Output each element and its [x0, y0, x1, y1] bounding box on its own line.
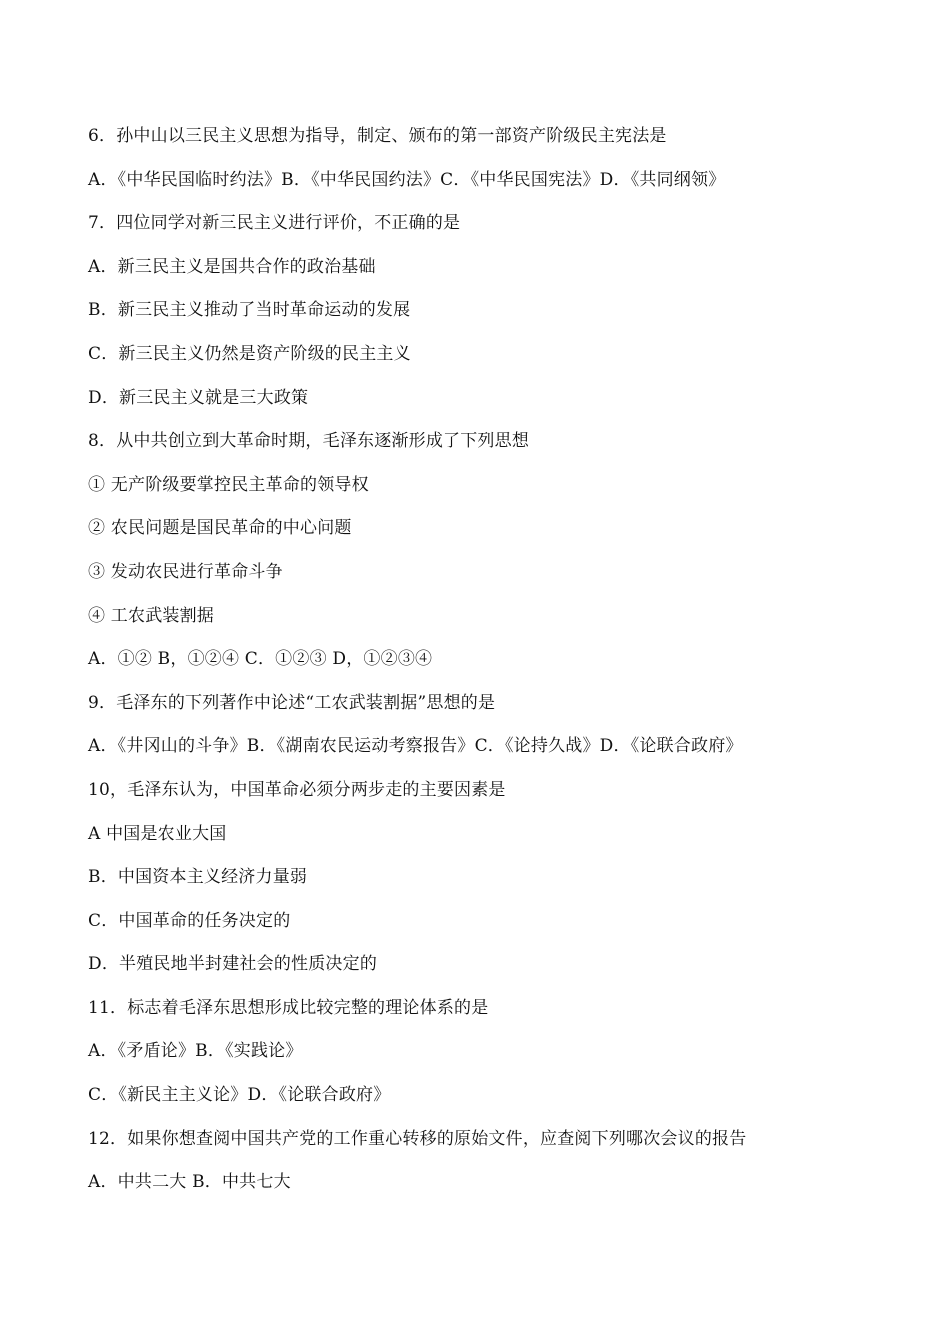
question-8-item-1: ① 无产阶级要掌控民主革命的领导权 [88, 474, 369, 495]
question-7-option-d: D．新三民主义就是三大政策 [88, 387, 309, 408]
question-7-option-c: C．新三民主义仍然是资产阶级的民主主义 [88, 343, 411, 364]
question-6-options: A．《中华民国临时约法》B．《中华民国约法》C．《中华民国宪法》D．《共同纲领》 [88, 169, 726, 190]
question-10-option-d: D．半殖民地半封建社会的性质决定的 [88, 954, 378, 975]
question-10-option-b: B．中国资本主义经济力量弱 [88, 867, 308, 888]
question-10-option-c: C．中国革命的任务决定的 [88, 910, 291, 931]
question-11-options-cd: C．《新民主主义论》D．《论联合政府》 [88, 1085, 391, 1106]
question-12-options: A．中共二大 B．中共七大 [88, 1172, 291, 1193]
question-text-block [88, 118, 888, 1208]
question-10-stem: 10，毛泽东认为，中国革命必须分两步走的主要因素是 [88, 779, 506, 800]
question-7-option-a: A．新三民主义是国共合作的政治基础 [88, 256, 376, 277]
question-7-stem: 7．四位同学对新三民主义进行评价，不正确的是 [88, 213, 461, 234]
question-6-stem: 6．孙中山以三民主义思想为指导，制定、颁布的第一部资产阶级民主宪法是 [88, 126, 667, 146]
question-8-item-3: ③ 发动农民进行革命斗争 [88, 561, 283, 582]
question-8-options: A．①② B，①②④ C．①②③ D，①②③④ [88, 649, 433, 670]
question-10-option-a: A 中国是农业大国 [88, 823, 227, 844]
question-8-item-4: ④ 工农武装割据 [88, 605, 215, 626]
question-12-stem: 12．如果你想查阅中国共产党的工作重心转移的原始文件，应查阅下列哪次会议的报告 [88, 1128, 747, 1149]
question-9-options: A．《井冈山的斗争》B．《湖南农民运动考察报告》C．《论持久战》D．《论联合政府》 [88, 736, 743, 757]
question-9-stem: 9．毛泽东的下列著作中论述“工农武装割据”思想的是 [88, 692, 496, 713]
question-7-option-b: B．新三民主义推动了当时革命运动的发展 [88, 300, 411, 321]
question-11-options-ab: A．《矛盾论》B．《实践论》 [88, 1041, 303, 1062]
question-11-stem: 11．标志着毛泽东思想形成比较完整的理论体系的是 [88, 997, 489, 1018]
question-8-stem: 8．从中共创立到大革命时期，毛泽东逐渐形成了下列思想 [88, 431, 530, 452]
question-8-item-2: ② 农民问题是国民革命的中心问题 [88, 518, 352, 539]
